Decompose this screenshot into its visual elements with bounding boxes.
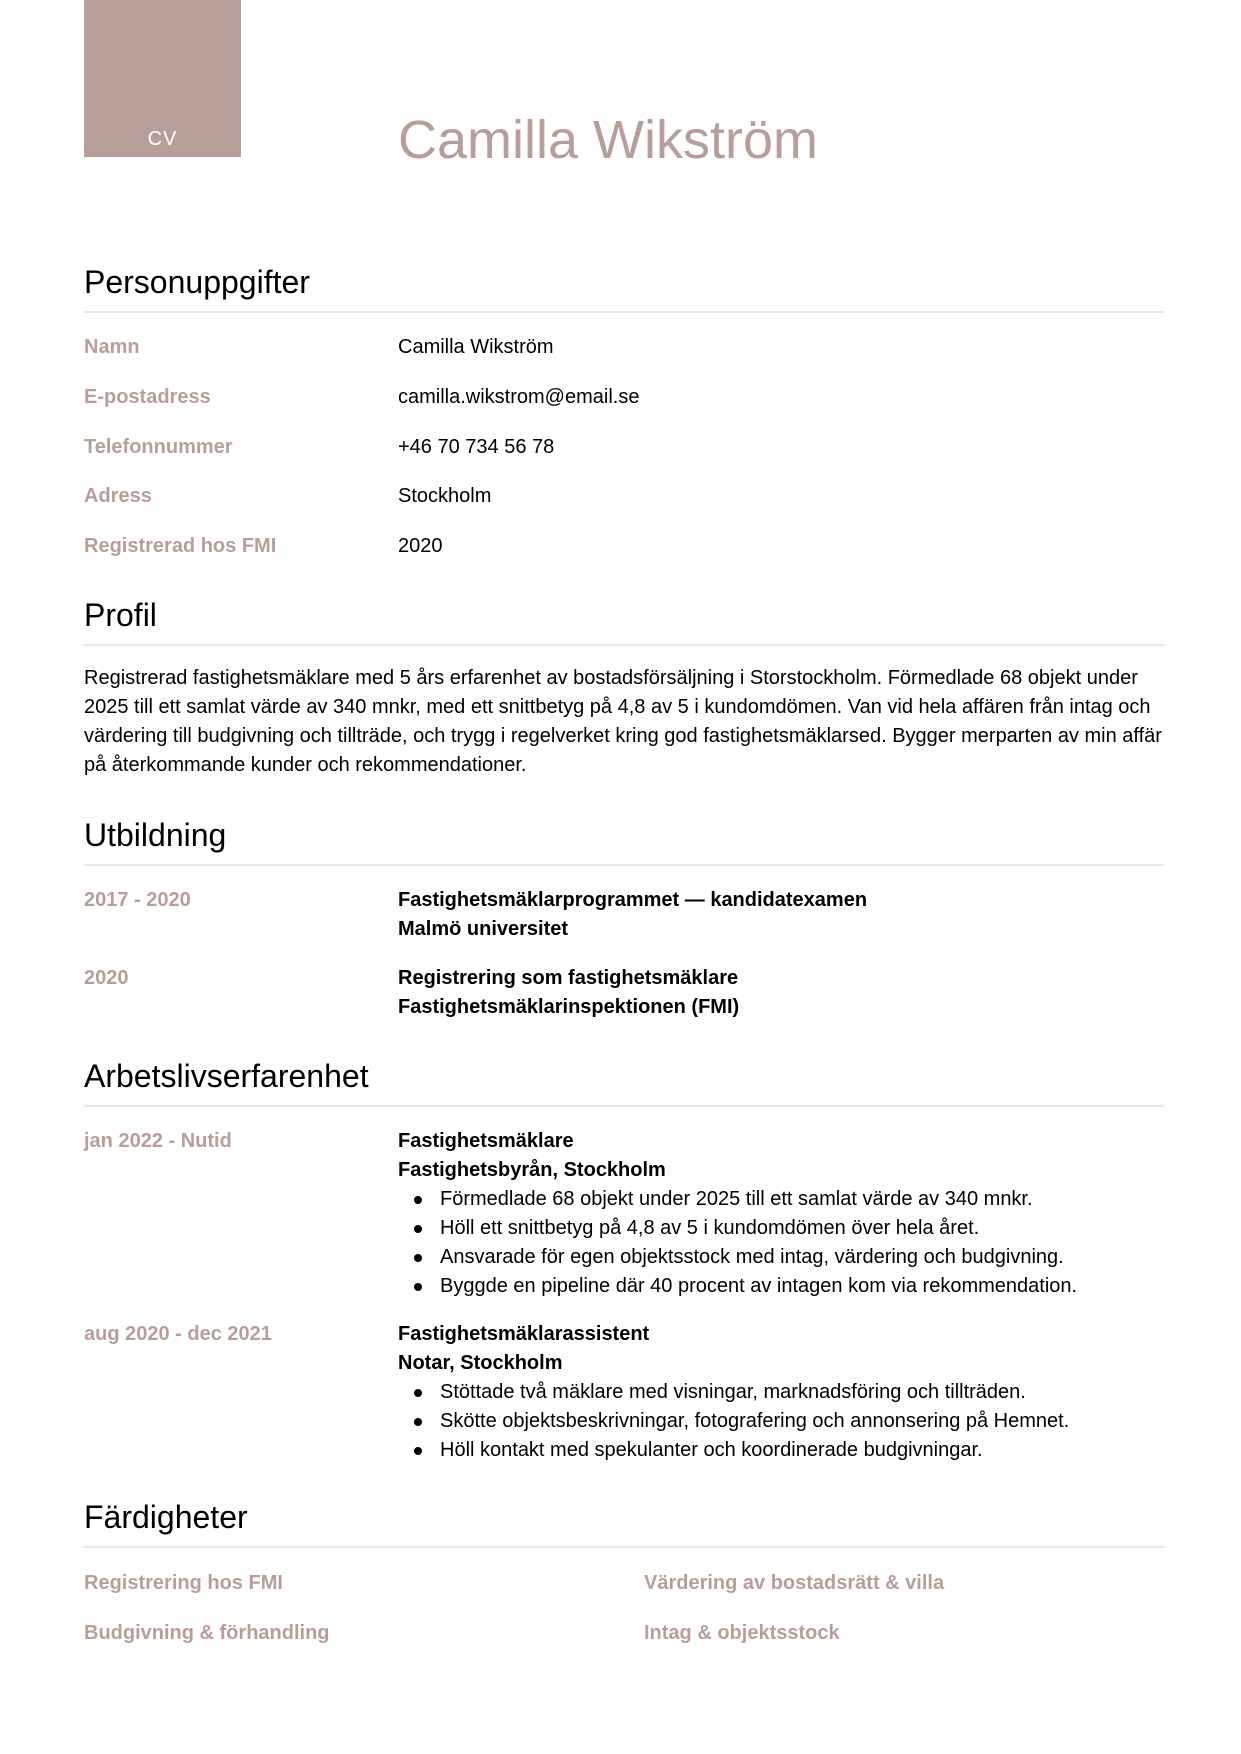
section-divider [84,644,1164,646]
list-item [398,1214,1077,1243]
list-item [398,1407,1069,1436]
field-value: 2020 [398,535,443,557]
education-period: 2020 [84,967,129,989]
skill-item: Budgivning & förhandling [84,1622,330,1644]
bullet-text: Skötte objektsbeskrivningar, fotografering och annonsering på Hemnet. [440,1410,1070,1432]
bullet-icon [414,1283,422,1291]
field-label: Telefonnummer [84,436,233,458]
section-heading-skills: Färdigheter [84,1499,248,1535]
skill-item: Värdering av bostadsrätt & villa [644,1572,945,1594]
cv-badge-label: CV [147,128,178,150]
profile-summary: Registrerad fastighetsmäklare med 5 års erfarenhet av bostadsförsäljning i Storstockholm. Förmedlade 68 objekt under 2025 till ett samlat värde av 340 mnkr, med ett snittbetyg på 4,8 av 5 i kundomdömen. Van vid hela affären från intag och värdering till budgivning och tillträde, och trygg i regelverket kring god fastighetsmäklarsed. Bygger merparten av min affär på återkommande kunder och rekommendationer. [84,667,1162,776]
education-title: Registrering som fastighetsmäklare [398,967,739,989]
section-heading-profile: Profil [84,597,157,633]
bullet-text: Höll kontakt med spekulanter och koordinerade budgivningar. [440,1439,983,1461]
list-item [398,1378,1069,1407]
field-label: Namn [84,336,140,358]
bullet-text: Ansvarade för egen objektsstock med intag, värdering och budgivning. [440,1246,1064,1268]
section-divider [84,1546,1164,1548]
field-label: Registrerad hos FMI [84,535,277,557]
education-org: Fastighetsmäklarinspektionen (FMI) [398,996,740,1018]
bullet-icon [414,1196,422,1204]
section-divider [84,1105,1164,1107]
field-label: Adress [84,485,152,507]
bullet-text: Förmedlade 68 objekt under 2025 till ett samlat värde av 340 mnkr. [440,1188,1033,1210]
field-value: +46 70 734 56 78 [398,436,555,458]
job-employer: Fastighetsbyrån, Stockholm [398,1159,666,1181]
job-employer: Notar, Stockholm [398,1352,563,1374]
field-value: Stockholm [398,485,492,507]
bullet-text: Höll ett snittbetyg på 4,8 av 5 i kundomdömen över hela året. [440,1217,980,1239]
bullet-icon [414,1418,422,1426]
job-title: Fastighetsmäklare [398,1130,574,1152]
list-item [398,1243,1077,1272]
education-org: Malmö universitet [398,918,569,940]
field-value: Camilla Wikström [398,336,554,358]
bullet-icon [414,1447,422,1455]
section-heading-education: Utbildning [84,817,227,853]
experience-period: aug 2020 - dec 2021 [84,1323,272,1345]
section-divider [84,311,1164,313]
list-item [398,1436,1069,1465]
section-heading-experience: Arbetslivserfarenhet [84,1058,369,1094]
list-item [398,1185,1077,1214]
education-title: Fastighetsmäklarprogrammet — kandidatexamen [398,889,868,911]
section-divider [84,864,1164,866]
bullet-text: Stöttade två mäklare med visningar, marknadsföring och tillträden. [440,1381,1026,1403]
section-heading-personal: Personuppgifter [84,264,310,300]
candidate-name: Camilla Wikström [398,110,819,170]
bullet-icon [414,1389,422,1397]
list-item [398,1272,1077,1301]
skill-item: Registrering hos FMI [84,1572,283,1594]
experience-period: jan 2022 - Nutid [84,1130,232,1152]
skill-item: Intag & objektsstock [644,1622,840,1644]
cv-badge [84,0,241,157]
education-period: 2017 - 2020 [84,889,191,911]
bullet-icon [414,1254,422,1262]
job-title: Fastighetsmäklarassistent [398,1323,650,1345]
field-label: E-postadress [84,386,211,408]
job-bullets [398,1378,1069,1465]
bullet-text: Byggde en pipeline där 40 procent av intagen kom via rekommendation. [440,1275,1078,1297]
field-value: camilla.wikstrom@email.se [398,386,640,408]
job-bullets [398,1185,1077,1301]
bullet-icon [414,1225,422,1233]
